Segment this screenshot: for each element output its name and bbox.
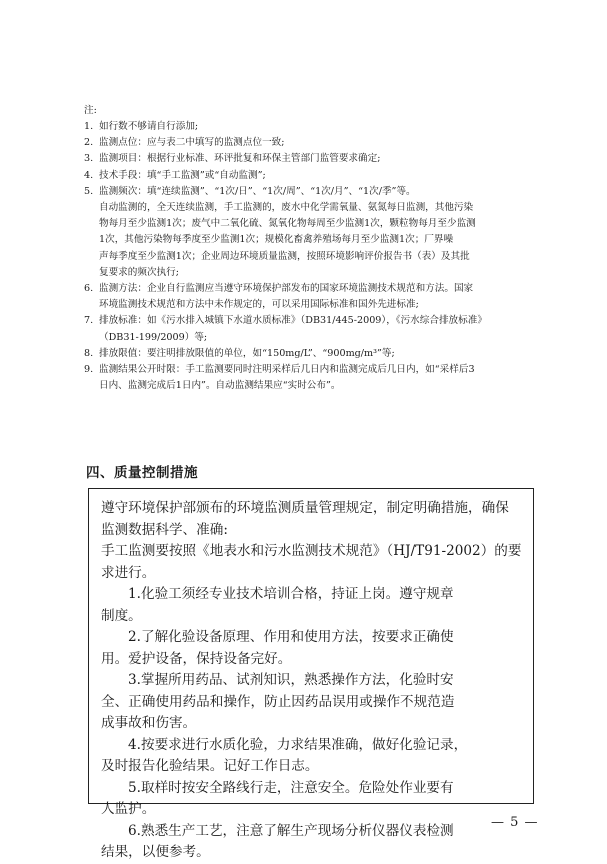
box-text-line: 手工监测要按照《地表水和污水监测技术规范》（HJ/T91-2002）的要 bbox=[101, 543, 522, 559]
note-item bbox=[84, 168, 554, 184]
note-number: 6. bbox=[84, 283, 94, 295]
box-text-line: 4.按要求进行水质化验，力求结果准确，做好化验记录， bbox=[128, 736, 468, 753]
note-text: 监测方法：企业自行监测应当遵守环境保护部发布的国家环境监测技术规范和方法。国家 环境监测技术规范和方法中未作规定的，可以采用国际标准和国外先进标准; bbox=[99, 283, 474, 311]
note-item bbox=[84, 362, 554, 394]
box-text-line: 1.化验工须经专业技术培训合格，持证上岗。遵守规章 bbox=[128, 586, 454, 602]
note-number: 8. bbox=[84, 347, 94, 359]
note-text: 排放限值：要注明排放限值的单位，如“150mg/L”、“900mg/m³”等; bbox=[99, 347, 395, 359]
note-item bbox=[84, 119, 554, 135]
note-text: 监测点位：应与表二中填写的监测点位一致; bbox=[99, 137, 285, 149]
box-text-line: 监测数据科学、准确: bbox=[101, 521, 228, 538]
notes-section bbox=[84, 103, 554, 394]
page-number: — 5 — bbox=[491, 815, 539, 830]
note-item bbox=[84, 184, 554, 281]
box-text-line: 制度。 bbox=[101, 607, 142, 624]
note-number: 7. bbox=[84, 315, 94, 327]
note-text: 监测项目：根据行业标准、环评批复和环保主管部门监管要求确定; bbox=[99, 153, 381, 165]
quality-control-box bbox=[88, 488, 534, 860]
note-text: 监测频次：填“连续监测”、“1次/日”、“1次/周”、“1次/月”、“1次/季”等。 自动监测的，全天连续监测，手工监测的，废水中化学需氧量、氨氮每日监测，其他污染 物每月至少监测1次；废气中二氧化硫、氮氧化物每周至少监测1次，颗粒物每月至少监测 1次，其他污染物每季度至少监测1次；规模化畜禽养殖场每月至少监测1次；厂界噪 声每季度至少监测1次；企业周边环境质量监测，按照环境影响评价报告书（表）及其批 复要求的频次执行; bbox=[99, 185, 476, 278]
note-number: 9. bbox=[84, 364, 94, 376]
note-text: 监测结果公开时限：手工监测要同时注明采样后几日内和监测完成后几日内，如“采样后3 日内、监测完成后1日内”。自动监测结果应“实时公布”。 bbox=[99, 364, 475, 392]
note-number: 4. bbox=[84, 169, 94, 181]
box-text-line: 3.掌握所用药品、试剂知识，熟悉操作方法，化验时安 bbox=[128, 672, 454, 688]
box-text-line: 2.了解化验设备原理、作用和使用方法，按要求正确使 bbox=[128, 629, 454, 645]
note-item bbox=[84, 313, 554, 345]
box-text-line: 成事故和伤害。 bbox=[101, 715, 197, 731]
note-number: 5. bbox=[84, 185, 94, 197]
box-text-line: 5.取样时按安全路线行走，注意安全。危险处作业要有 bbox=[128, 779, 454, 796]
box-text-line: 全、正确使用药品和操作，防止因药品误用或操作不规范造 bbox=[101, 693, 455, 710]
note-text: 如行数不够请自行添加; bbox=[99, 121, 199, 132]
box-text-line: 及时报告化验结果。记好工作日志。 bbox=[101, 758, 319, 774]
note-number: 3. bbox=[84, 153, 94, 165]
note-text: 排放标准：如《污水排入城镇下水道水质标准》（DB31/445-2009），《污水综合排放标准》 （DB31-199/2009）等; bbox=[99, 315, 487, 343]
note-item bbox=[84, 151, 554, 167]
note-number: 1. bbox=[84, 121, 94, 132]
note-item bbox=[84, 346, 554, 362]
note-text: 技术手段：填“手工监测”或“自动监测”; bbox=[99, 169, 266, 181]
section-heading: 四、质量控制措施 bbox=[86, 465, 198, 481]
box-text-line: 结果，以便参考。 bbox=[101, 844, 210, 860]
notes-title: 注: bbox=[84, 105, 97, 116]
note-number: 2. bbox=[84, 137, 94, 149]
box-text-line: 6.熟悉生产工艺，注意了解生产现场分析仪器仪表检测 bbox=[128, 822, 454, 839]
box-text-line: 人监护。 bbox=[101, 801, 156, 817]
box-text-line: 用。爱护设备，保持设备完好。 bbox=[101, 650, 292, 667]
note-item bbox=[84, 135, 554, 151]
note-item bbox=[84, 281, 554, 313]
box-text-line: 遵守环境保护部颁布的环境监测质量管理规定，制定明确措施，确保 bbox=[101, 500, 509, 516]
box-text-line: 求进行。 bbox=[101, 564, 156, 581]
